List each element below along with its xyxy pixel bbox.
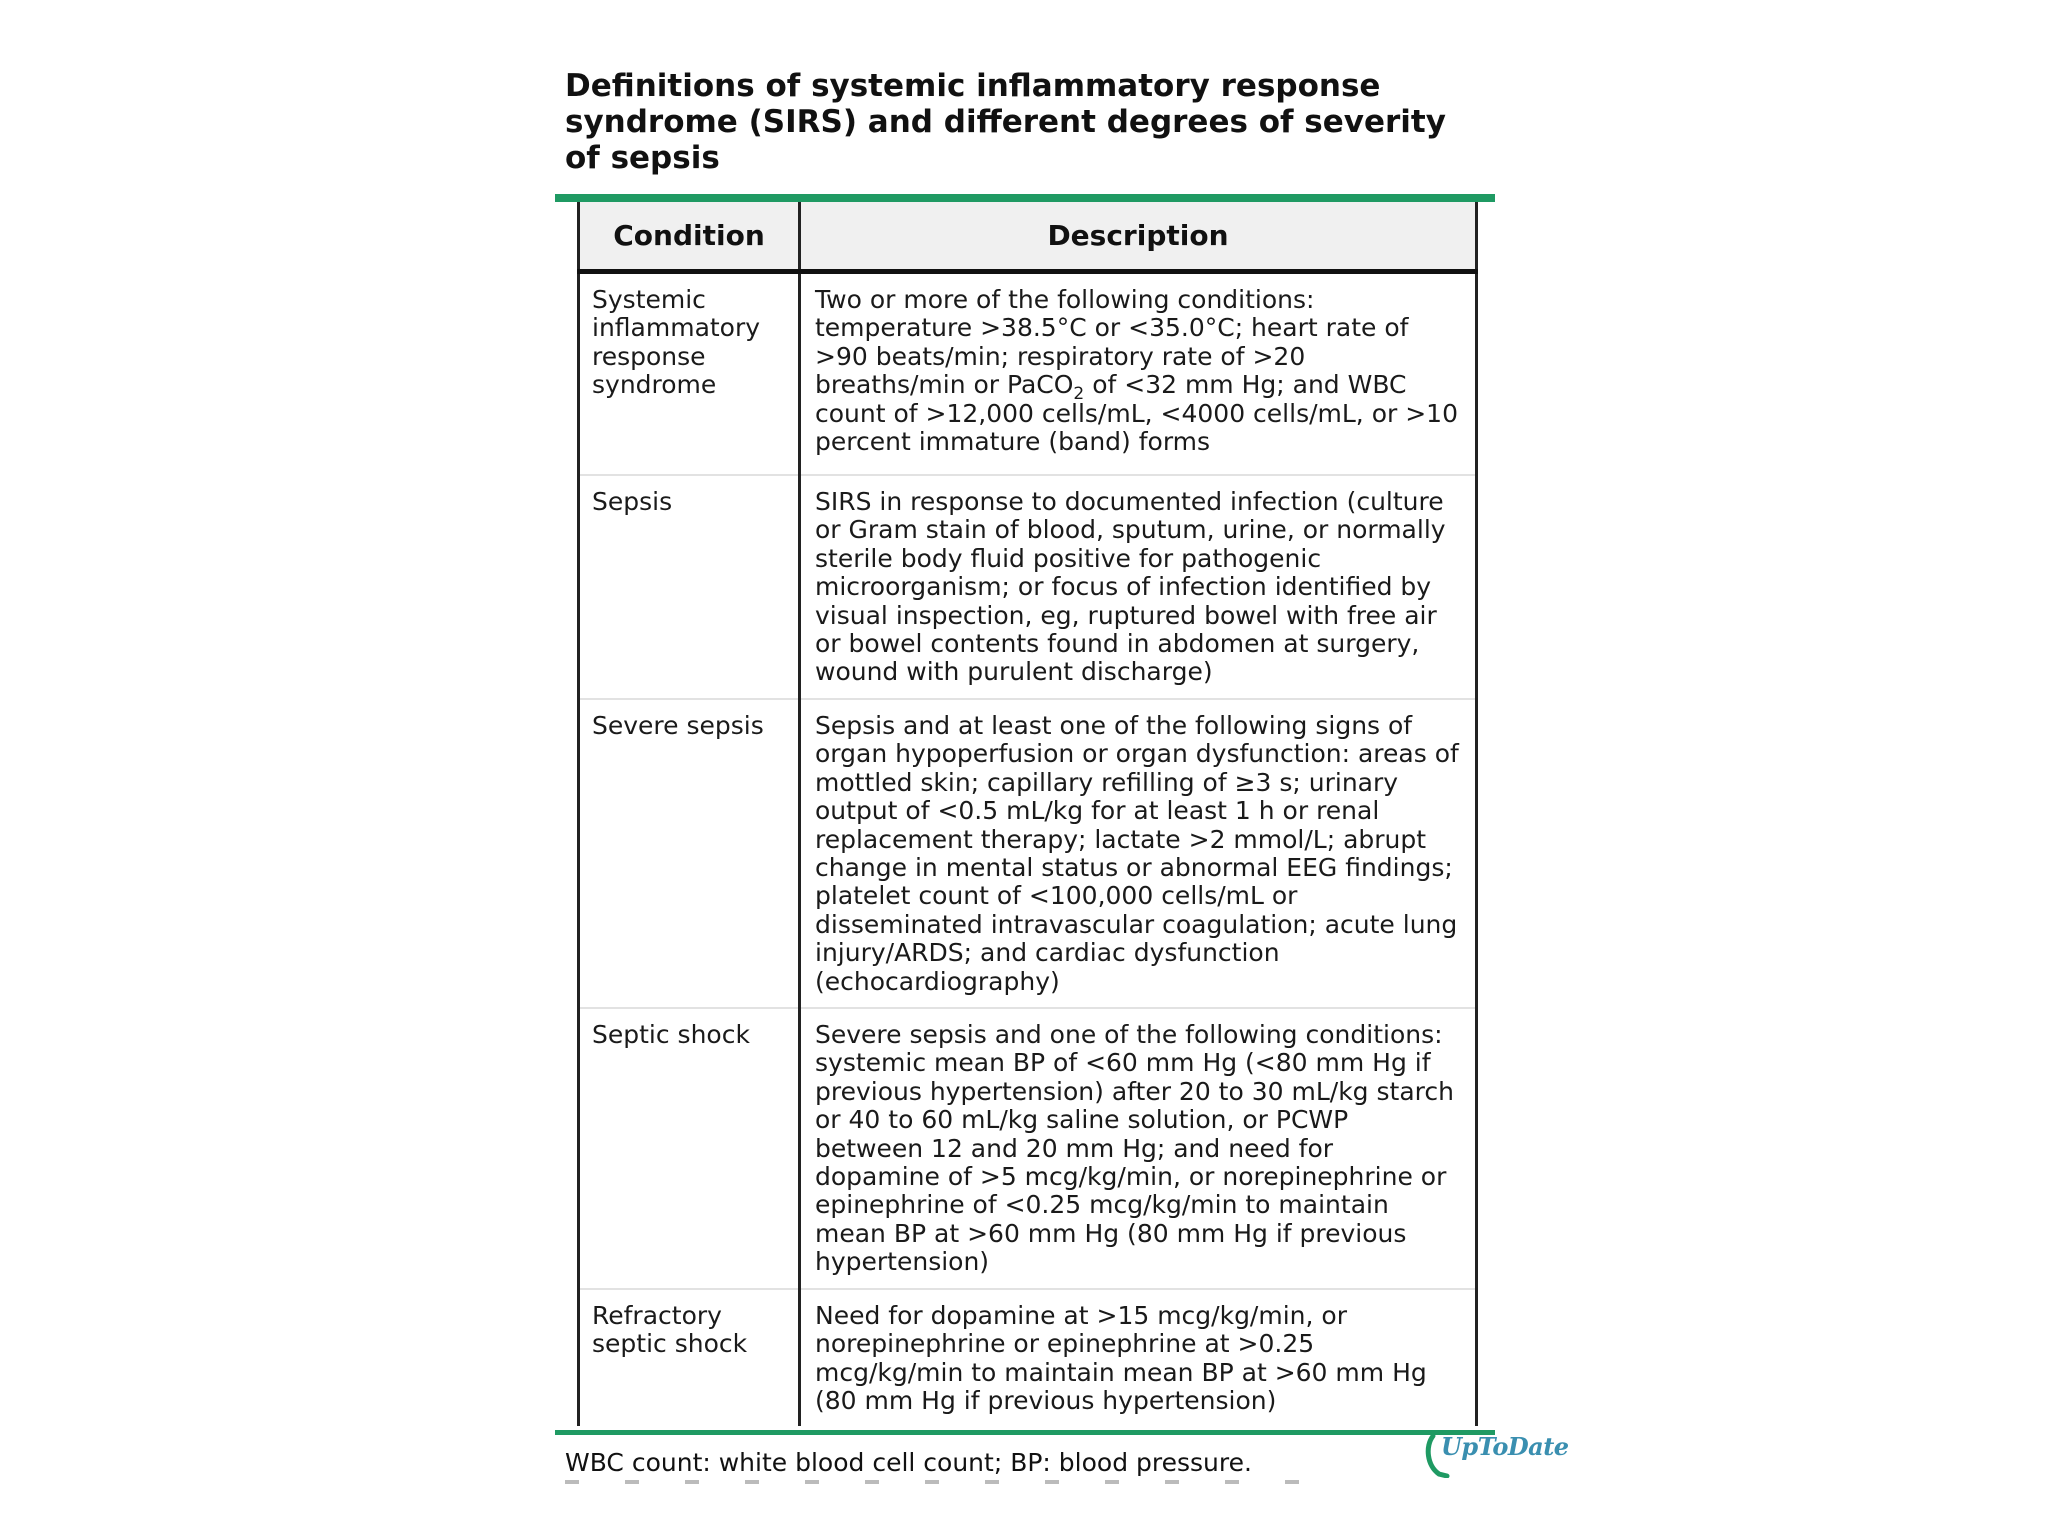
table-row [579, 699, 1477, 1008]
condition-cell: Septic shock [579, 1008, 800, 1289]
description-text: of <32 mm Hg; and WBC count of >12,000 cells/mL, <4000 cells/mL, or >10 percent immature (band) forms [815, 370, 1458, 457]
description-text: Two or more of the following conditions: temperature >38.5°C or <35.0°C; heart rate of >90 beats/min; respiratory rate of >20 breaths/min or PaCO [815, 285, 1409, 400]
table-header-row [579, 202, 1477, 272]
footnote: WBC count: white blood cell count; BP: blood pressure. [565, 1448, 1252, 1477]
description-cell [800, 272, 1477, 476]
bottom-green-rule [555, 1430, 1495, 1435]
table-row [579, 1008, 1477, 1289]
column-header-condition: Condition [579, 202, 800, 272]
description-cell: SIRS in response to documented infection (culture or Gram stain of blood, sputum, urine, or normally sterile body fluid positive for pathogenic microorganism; or focus of infection identified by visual inspection, eg, ruptured bowel with free air or bowel contents found in abdomen at surgery, wound with purulent discharge) [800, 475, 1477, 699]
page-title: Definitions of systemic inflammatory response syndrome (SIRS) and different degrees of severity of sepsis [565, 68, 1446, 176]
column-header-description: Description [800, 202, 1477, 272]
table-row [579, 475, 1477, 699]
subscript-text: 2 [1073, 384, 1085, 405]
cut-off-footnote-line [565, 1480, 1325, 1484]
table-row [579, 1289, 1477, 1426]
condition-cell: Refractory septic shock [579, 1289, 800, 1426]
uptodate-logo [1425, 1432, 1569, 1478]
definitions-table [577, 202, 1478, 1426]
description-cell: Sepsis and at least one of the following signs of organ hypoperfusion or organ dysfunction: areas of mottled skin; capillary refilling of ≥3 s; urinary output of <0.5 mL/kg for at least 1 h or renal replacement therapy; lactate >2 mmol/L; abrupt change in mental status or abnormal EEG findings; platelet count of <100,000 cells/mL or disseminated intravascular coagulation; acute lung injury/ARDS; and cardiac dysfunction (echocardiography) [800, 699, 1477, 1008]
document [555, 60, 1569, 1477]
condition-cell: Severe sepsis [579, 699, 800, 1008]
top-green-rule [555, 194, 1495, 202]
condition-cell: Sepsis [579, 475, 800, 699]
condition-cell: Systemic inflammatory response syndrome [579, 272, 800, 476]
description-cell: Need for dopamine at >15 mcg/kg/min, or norepinephrine or epinephrine at >0.25 mcg/kg/min to maintain mean BP at >60 mm Hg (80 mm Hg if previous hypertension) [800, 1289, 1477, 1426]
table-row [579, 272, 1477, 476]
logo-text: UpToDate [1441, 1432, 1569, 1461]
description-cell: Severe sepsis and one of the following conditions: systemic mean BP of <60 mm Hg (<80 mm Hg if previous hypertension) after 20 to 30 mL/kg starch or 40 to 60 mL/kg saline solution, or PCWP between 12 and 20 mm Hg; and need for dopamine of >5 mcg/kg/min, or norepinephrine or epinephrine of <0.25 mcg/kg/min to maintain mean BP at >60 mm Hg (80 mm Hg if previous hypertension) [800, 1008, 1477, 1289]
